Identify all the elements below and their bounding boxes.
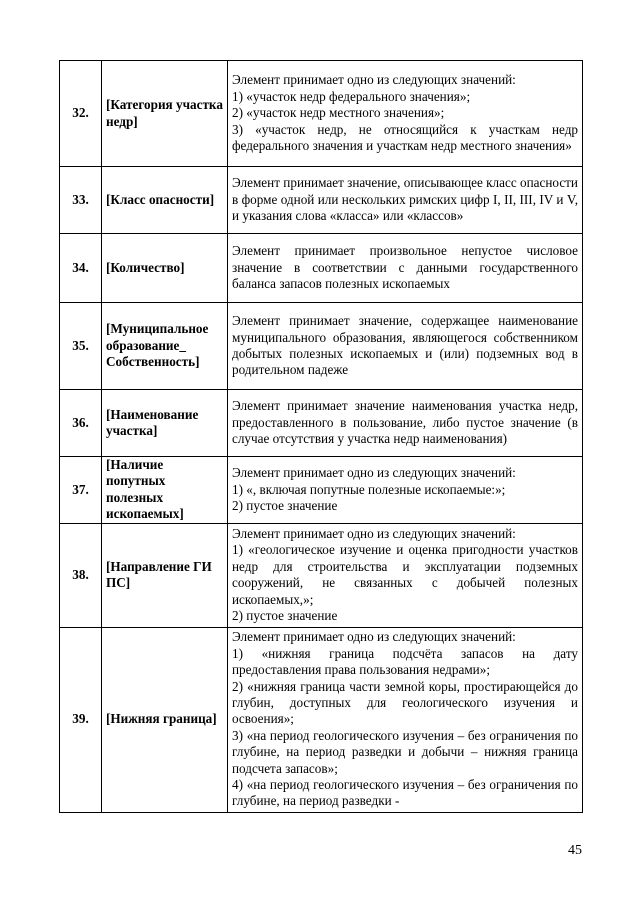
description-line: Элемент принимает значение наименования участка недр, предоставленного в пользование, либо пустое значение (в случае отсутствия у участка недр наименования) — [232, 398, 578, 447]
element-description — [228, 627, 583, 812]
row-number: 39. — [60, 627, 102, 812]
description-line: 2) пустое значение — [232, 607, 338, 623]
table-row — [60, 457, 583, 524]
element-description — [228, 303, 583, 390]
element-description — [228, 390, 583, 457]
description-line: 1) «, включая попутные полезные ископаемые:»; — [232, 481, 506, 497]
table-row — [60, 303, 583, 390]
table-row — [60, 234, 583, 303]
element-description — [228, 457, 583, 524]
row-number: 35. — [60, 303, 102, 390]
description-line: 2) «нижняя граница части земной коры, простирающейся до глубин, доступных для геологического изучения и освоения»; — [232, 678, 578, 727]
element-name: [Направление ГИ ПС] — [102, 523, 228, 627]
description-line: 4) «на период геологического изучения – без ограничения по глубине, на период разведки - — [232, 777, 578, 809]
row-number: 33. — [60, 167, 102, 234]
row-number: 32. — [60, 61, 102, 167]
description-line: 3) «участок недр, не относящийся к участкам недр федерального значения и участкам недр местного значения» — [232, 121, 578, 154]
row-number: 37. — [60, 457, 102, 524]
element-description — [228, 234, 583, 303]
element-name: [Количество] — [102, 234, 228, 303]
row-number: 38. — [60, 523, 102, 627]
description-line: Элемент принимает значение, содержащее наименование муниципального образования, являющегося собственником добытых полезных ископаемых и (или) подземных вод в родительном падеже — [232, 313, 578, 378]
description-line: 2) «участок недр местного значения»; — [232, 105, 445, 121]
table-row — [60, 523, 583, 627]
elements-table — [59, 60, 583, 813]
element-name: [Класс опасности] — [102, 167, 228, 234]
description-line: Элемент принимает одно из следующих значений: — [232, 629, 516, 645]
description-line: 3) «на период геологического изучения – без ограничения по глубине, на период разведки и добычи – нижняя граница подсчета запасов»; — [232, 727, 578, 776]
element-name: [Муниципальное образование_ Собственность] — [102, 303, 228, 390]
table-row — [60, 627, 583, 812]
element-name: [Наличие попутных полезных ископаемых] — [102, 457, 228, 524]
description-line: 2) пустое значение — [232, 498, 338, 514]
element-name: [Категория участка недр] — [102, 61, 228, 167]
element-name: [Наименование участка] — [102, 390, 228, 457]
table-row — [60, 390, 583, 457]
table-row — [60, 167, 583, 234]
table-row — [60, 61, 583, 167]
row-number: 34. — [60, 234, 102, 303]
description-line: 1) «участок недр федерального значения»; — [232, 88, 471, 104]
row-number: 36. — [60, 390, 102, 457]
description-line: 1) «геологическое изучение и оценка пригодности участков недр для строительства и эксплуатации подземных сооружений, не связанных с добычей полезных ископаемых,»; — [232, 542, 578, 607]
description-line: Элемент принимает значение, описывающее класс опасности в форме одной или нескольких римских цифр I, II, III, IV и V, и указания слова «класса» или «классов» — [232, 175, 578, 224]
description-line: Элемент принимает произвольное непустое числовое значение в соответствии с данными государственного баланса запасов полезных ископаемых — [232, 243, 578, 292]
element-description — [228, 523, 583, 627]
element-description — [228, 167, 583, 234]
description-line: Элемент принимает одно из следующих значений: — [232, 525, 516, 541]
description-line: Элемент принимает одно из следующих значений: — [232, 72, 516, 88]
description-line: 1) «нижняя граница подсчёта запасов на дату предоставления права пользования недрами»; — [232, 645, 578, 678]
element-description — [228, 61, 583, 167]
page-number: 45 — [568, 843, 582, 858]
description-line: Элемент принимает одно из следующих значений: — [232, 465, 516, 481]
element-name: [Нижняя граница] — [102, 627, 228, 812]
